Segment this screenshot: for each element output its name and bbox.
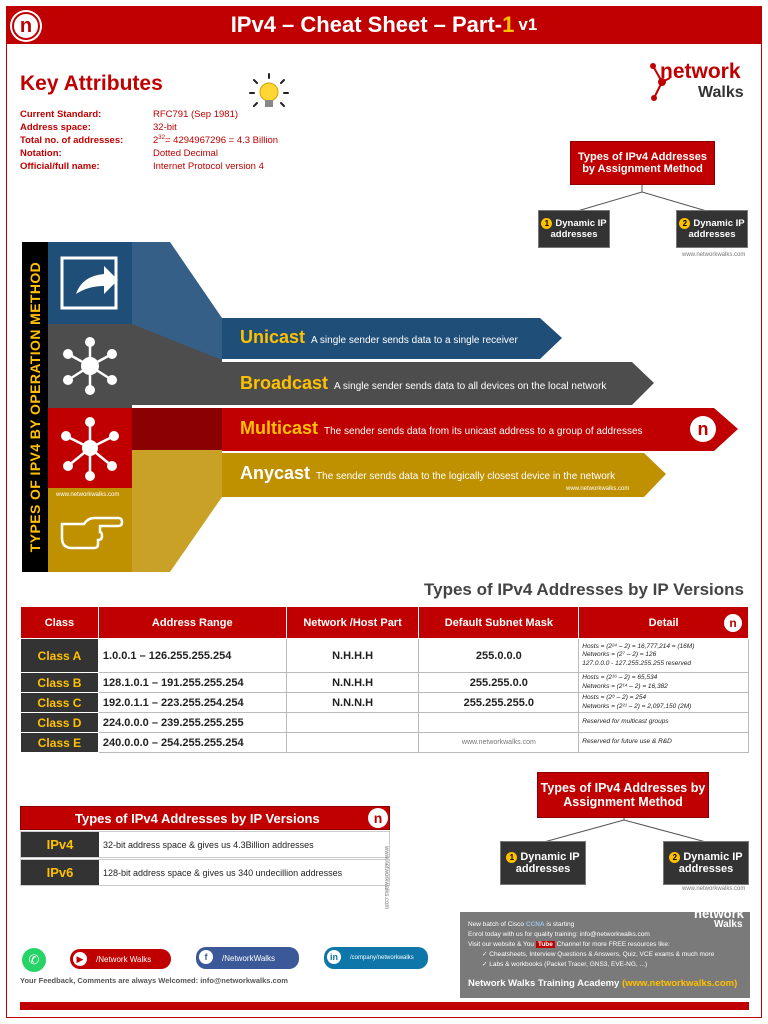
tile-anycast: [48, 488, 132, 572]
key-attributes-title: Key Attributes: [20, 72, 163, 95]
col-network-host: Network /Host Part: [286, 607, 419, 639]
table-row: Class E 240.0.0.0 – 254.255.255.254 www.networkwalks.com Reserved for future use & R&D: [21, 733, 749, 753]
share-arrow-icon: [48, 242, 132, 324]
attr-total-addresses: Total no. of addresses: 2 32 = 4294967296 = 4.3 Billion: [20, 135, 279, 146]
header-version: v1: [518, 15, 538, 34]
operation-method-side-label: TYPES OF IPV4 BY OPERATION METHOD: [22, 242, 48, 572]
table-row: Class B 128.1.0.1 – 191.255.255.254 N.N.H.H 255.255.0.0 Hosts = (2¹⁶ – 2) = 65,534 Networks = (2¹⁴ – 2) = 16,382: [21, 673, 749, 693]
attr-notation: Notation: Dotted Decimal: [20, 148, 218, 159]
networkwalks-logo-icon: n: [690, 416, 716, 442]
table-row: Class C 192.0.1.1 – 223.255.254.254 N.N.N.H 255.255.255.0 Hosts = (2⁸ – 2) = 254 Networks = (2²¹ – 2) = 2,097,150 (2M): [21, 693, 749, 713]
brand-name: network: [660, 60, 741, 83]
promo-bullet: ✓ Cheatsheets, Interview Questions & Answers, Quiz, VCE exams & much more: [482, 951, 715, 959]
col-class: Class: [21, 607, 99, 639]
multicast-label: Multicast The sender sends data from its unicast address to a group of addresses: [240, 418, 643, 438]
assignment-method-title-bottom: Types of IPv4 Addresses by Assignment Method: [537, 772, 709, 818]
network-hub-icon: [48, 324, 132, 408]
promo-bullet: ✓ Labs & workbooks (Packet Tracer, GNS3, EVE-NG, ...): [482, 961, 648, 969]
dynamic-ip-box-top: 1 Dynamic IP addresses: [538, 210, 610, 248]
tile-multicast: [48, 408, 132, 488]
promo-footer[interactable]: Network Walks Training Academy (www.networkwalks.com): [468, 978, 738, 990]
linkedin-icon: in: [327, 950, 341, 964]
networkwalks-logo-icon: n: [724, 614, 742, 632]
header-title: IPv4 – Cheat Sheet – Part-: [230, 12, 503, 37]
header-part-number: 1: [502, 12, 515, 37]
youtube-link[interactable]: ▶ /Network Walks: [70, 949, 171, 969]
pointing-hand-icon: [48, 488, 132, 572]
table-row: Class A 1.0.0.1 – 126.255.255.254 N.H.H.H 255.0.0.0 Hosts = (2²⁴ – 2) = 16,777,214 = (16M) Networks = (2⁷ – 2) = 126 127.0.0.0 - 127.255.255.255 reserved: [21, 639, 749, 673]
versions-section-title: Types of IPv4 Addresses by IP Versions: [424, 580, 744, 599]
table-row: Class D 224.0.0.0 – 239.255.255.255 Reserved for multicast groups: [21, 713, 749, 733]
site-label-versions: www.networkwalks.com: [383, 846, 389, 910]
versions-box-title: Types of IPv4 Addresses by IP Versions: [20, 806, 390, 830]
ipv4-version-row: IPv4 32-bit address space & gives us 4.3Billion addresses: [20, 831, 390, 858]
unicast-label: Unicast A single sender sends data to a single receiver: [240, 327, 518, 347]
static-ip-box-top: 2 Dynamic IP addresses: [676, 210, 748, 248]
promo-brand-name: network: [694, 906, 744, 921]
whatsapp-icon[interactable]: ✆: [22, 948, 46, 972]
attr-current-standard: Current Standard: RFC791 (Sep 1981): [20, 109, 239, 120]
ipv6-version-row: IPv6 128-bit address space & gives us 340 undecillion addresses: [20, 859, 390, 886]
attr-full-name: Official/full name: Internet Protocol version 4: [20, 161, 264, 172]
promo-line-1: New batch of Cisco CCNA is starting: [468, 921, 575, 928]
attr-address-space: Address space: 32-bit: [20, 122, 177, 133]
dynamic-ip-box-bottom: 1 Dynamic IP addresses: [500, 841, 586, 885]
ipv4-class-table: [20, 606, 749, 753]
networkwalks-logo-icon[interactable]: n: [12, 12, 40, 40]
promo-brand-logo: network Walks: [694, 906, 744, 930]
promo-line-3: Visit our website & You Tube Channel for more FREE resources like:: [468, 941, 670, 949]
table-header-row: [21, 607, 749, 639]
promo-line-2: Enrol today with us for quality training: info@networkwalks.com: [468, 931, 650, 939]
facebook-link[interactable]: f /NetworkWalks: [196, 947, 299, 969]
tile-broadcast: [48, 324, 132, 408]
bottom-red-bar: [20, 1002, 749, 1010]
static-ip-box-bottom: 2 Dynamic IP addresses: [663, 841, 749, 885]
col-address-range: Address Range: [98, 607, 286, 639]
tile-unicast: [48, 242, 132, 324]
brand-walks: Walks: [698, 84, 744, 101]
linkedin-link[interactable]: in /company/networkwalks: [324, 947, 428, 969]
anycast-label: Anycast The sender sends data to the logically closest device in the network: [240, 463, 616, 483]
assignment-method-title-top: Types of IPv4 Addresses by Assignment Method: [570, 141, 715, 185]
site-label-anycast: www.networkwalks.com: [566, 486, 630, 492]
youtube-icon: ▶: [73, 952, 87, 966]
site-label-bottom: www.networkwalks.com: [682, 886, 746, 892]
col-detail: Detail n: [579, 607, 749, 639]
networkwalks-logo-icon: n: [368, 808, 388, 828]
col-subnet-mask: Default Subnet Mask: [419, 607, 579, 639]
broadcast-label: Broadcast A single sender sends data to all devices on the local network: [240, 373, 607, 393]
site-label-ops: www.networkwalks.com: [56, 492, 120, 498]
network-star-icon: [48, 408, 132, 488]
feedback-text: Your Feedback, Comments are always Welcomed: info@networkwalks.com: [20, 976, 288, 985]
facebook-icon: f: [199, 950, 213, 964]
site-label-top: www.networkwalks.com: [682, 252, 746, 258]
